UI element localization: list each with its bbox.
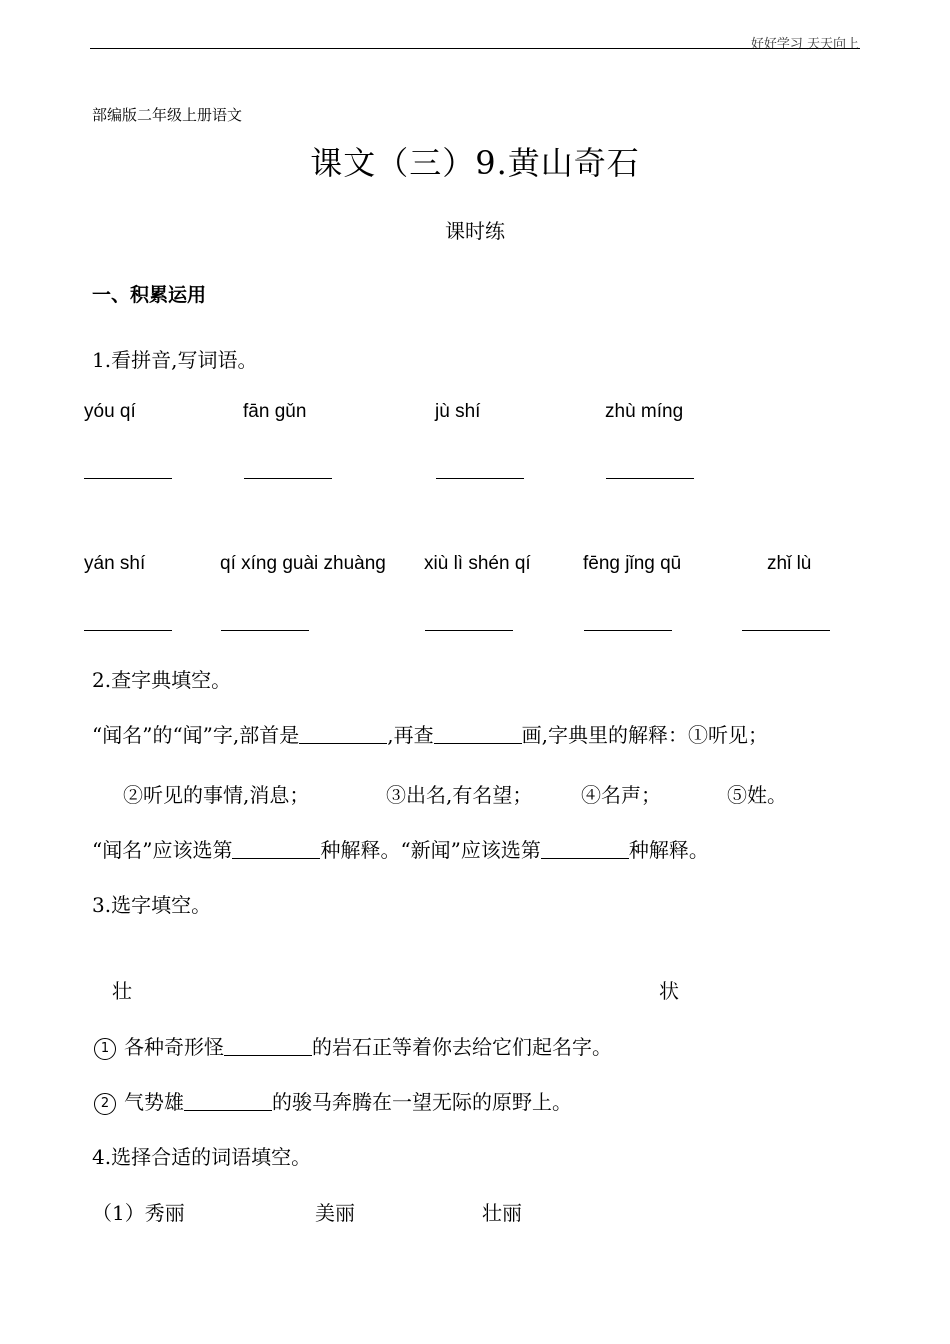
q4-sub1-label: （1）秀丽 — [92, 1201, 185, 1225]
answer-blank[interactable] — [232, 858, 320, 859]
header-slogan: 好好学习 天天向上 — [750, 37, 859, 52]
pinyin-item: qí xíng guài zhuàng — [220, 553, 386, 574]
pinyin-item: jù shí — [435, 401, 481, 422]
answer-blank[interactable] — [184, 1110, 272, 1111]
definition-option: ⑤姓。 — [727, 783, 787, 807]
word-option: 美丽 — [315, 1201, 355, 1225]
q2-line-1-text-b: ,再查 — [387, 723, 434, 747]
page-subtitle: 课时练 — [445, 219, 505, 243]
question-2-prompt: 2.查字典填空。 — [92, 668, 232, 692]
page-title: 课文（三）9.黄山奇石 — [310, 144, 640, 182]
pinyin-item: yán shí — [84, 553, 146, 574]
q2-line-1 — [92, 719, 768, 748]
q2-line-3-text-a: “闻名”应该选第 — [92, 838, 233, 862]
answer-blank[interactable] — [541, 858, 629, 859]
answer-blank[interactable] — [221, 629, 309, 631]
choice-char: 壮 — [112, 979, 132, 1003]
answer-blank[interactable] — [224, 1055, 312, 1056]
answer-blank[interactable] — [742, 629, 830, 631]
choice-char: 状 — [659, 979, 679, 1003]
q3-sentence-2-text-b: 的骏马奔腾在一望无际的原野上。 — [272, 1090, 572, 1114]
pinyin-item: xiù lì shén qí — [424, 553, 531, 574]
header-divider — [90, 48, 860, 49]
circled-number: 2 — [94, 1093, 116, 1115]
pinyin-item: zhù míng — [605, 401, 684, 422]
definition-option: ③出名,有名望； — [386, 783, 533, 807]
definition-option: ④名声； — [581, 783, 661, 807]
pinyin-item: yóu qí — [84, 401, 136, 422]
q2-line-3 — [92, 834, 709, 863]
answer-blank[interactable] — [434, 743, 522, 744]
question-1-prompt: 1.看拼音,写词语。 — [92, 348, 258, 372]
answer-blank[interactable] — [244, 477, 332, 479]
q2-line-1-text-a: “闻名”的“闻”字,部首是 — [92, 723, 300, 747]
question-3-prompt: 3.选字填空。 — [92, 893, 212, 917]
question-4-prompt: 4.选择合适的词语填空。 — [92, 1145, 312, 1169]
answer-blank[interactable] — [584, 629, 672, 631]
q3-sentence-1 — [94, 1031, 612, 1060]
q3-sentence-1-text-b: 的岩石正等着你去给它们起名字。 — [312, 1035, 612, 1059]
section-heading: 一、积累运用 — [92, 284, 207, 306]
q3-sentence-1-text-a: 各种奇形怪 — [124, 1035, 224, 1059]
answer-blank[interactable] — [436, 477, 524, 479]
pinyin-item: zhǐ lù — [767, 553, 812, 574]
q2-line-3-text-c: 种解释。 — [628, 838, 709, 862]
subject-label: 部编版二年级上册语文 — [92, 106, 243, 124]
q2-line-3-text-b: 种解释。“新闻”应该选第 — [320, 838, 541, 862]
answer-blank[interactable] — [606, 477, 694, 479]
q2-line-1-text-c: 画,字典里的解释：①听见； — [521, 723, 768, 747]
definition-option: ②听见的事情,消息； — [123, 783, 310, 807]
q3-sentence-2 — [94, 1086, 572, 1115]
q3-sentence-2-text-a: 气势雄 — [124, 1090, 184, 1114]
answer-blank[interactable] — [299, 743, 387, 744]
pinyin-item: fēng jǐng qū — [583, 553, 682, 574]
pinyin-item: fān gǔn — [243, 401, 307, 422]
answer-blank[interactable] — [84, 629, 172, 631]
circled-number: 1 — [94, 1038, 116, 1060]
answer-blank[interactable] — [425, 629, 513, 631]
answer-blank[interactable] — [84, 477, 172, 479]
word-option: 壮丽 — [482, 1201, 522, 1225]
